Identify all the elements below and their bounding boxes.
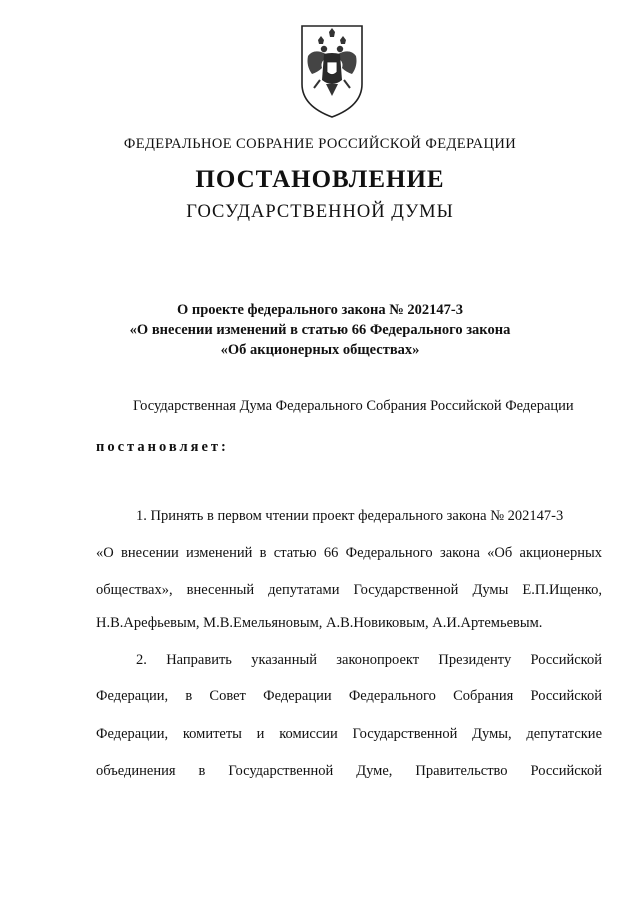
item1-line-2: «О внесении изменений в статью 66 Федерального закона «Об акционерных (96, 545, 602, 561)
item1-line-1: 1. Принять в первом чтении проект федерального закона № 202147-3 (136, 508, 564, 524)
intro-paragraph: Государственная Дума Федерального Собрания Российской Федерации (133, 398, 574, 414)
subject-line-2: «О внесении изменений в статью 66 Федерального закона (129, 322, 511, 338)
item2-line-3: Федерации, комитеты и комиссии Государственной Думы, депутатские (96, 726, 602, 742)
item2-line-4: объединения в Государственной Думе, Правительство Российской (96, 763, 602, 779)
coat-of-arms-icon (296, 22, 368, 120)
assembly-title: ФЕДЕРАЛЬНОЕ СОБРАНИЕ РОССИЙСКОЙ ФЕДЕРАЦИИ (123, 136, 517, 152)
item1-line-4: Н.В.Арефьевым, М.В.Емельяновым, А.В.Новиковым, А.И.Артемьевым. (96, 615, 543, 631)
item1-line-3: обществах», внесенный депутатами Государственной Думы Е.П.Ищенко, (96, 582, 602, 598)
item2-line-2: Федерации, в Совет Федерации Федерального Собрания Российской (96, 688, 602, 704)
resolves-word: постановляет: (96, 439, 229, 455)
document-type: ПОСТАНОВЛЕНИЕ (195, 166, 445, 193)
subject-line-1: О проекте федерального закона № 202147-3 (176, 302, 464, 318)
chamber-title: ГОСУДАРСТВЕННОЙ ДУМЫ (186, 202, 454, 222)
subject-line-3: «Об акционерных обществах» (220, 342, 420, 358)
item2-line-1: 2. Направить указанный законопроект Президенту Российской (136, 652, 602, 668)
